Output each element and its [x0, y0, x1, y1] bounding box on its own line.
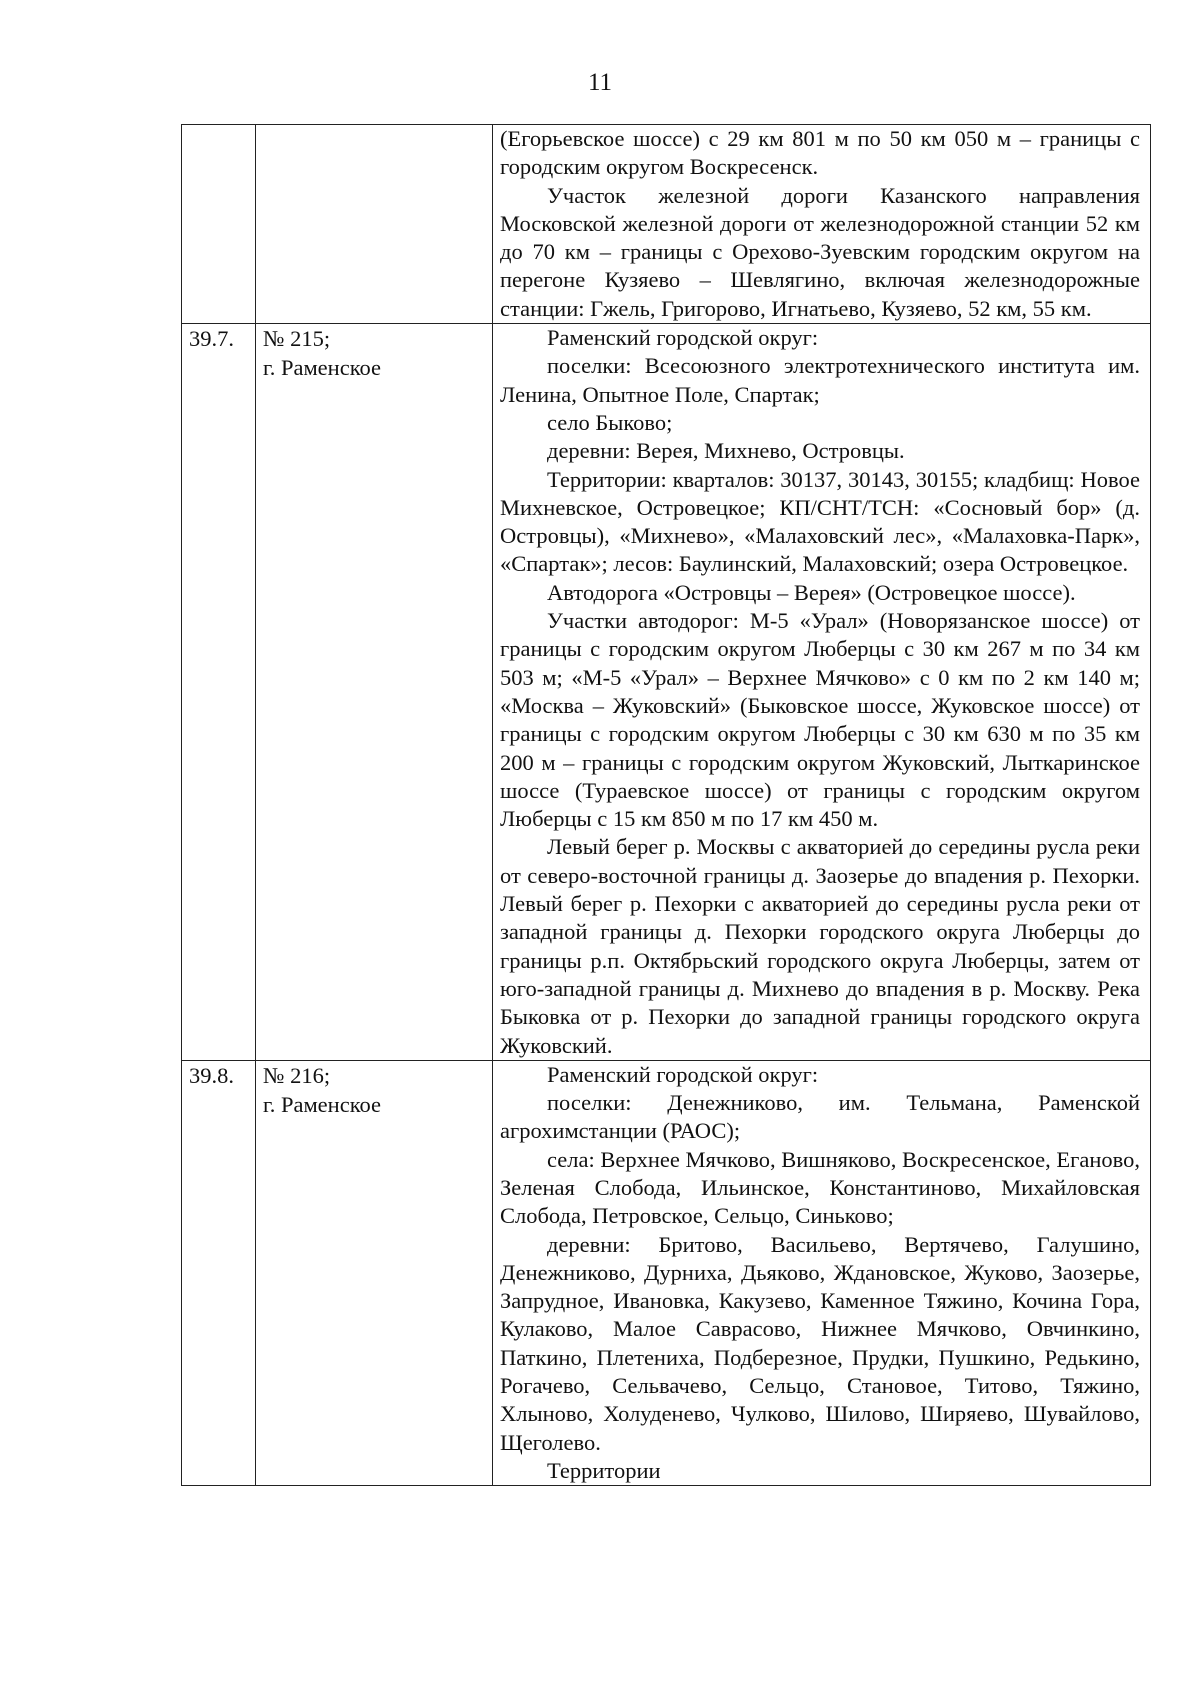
description-paragraph: Участок железной дороги Казанского направления Московской железной дороги от железнодорожной станции 52 км до 70 км – границы с Орехово-Зуевским городским округом на перегоне Кузяево – Шевлягино, включая железнодорожные станции: Гжель, Григорово, Игнатьево, Кузяево, 52 км, 55 км.	[500, 182, 1140, 321]
description-paragraph: Левый берег р. Москвы с акваторией до середины русла реки от северо-восточной границы д. Заозерье до впадения р. Пехорки. Левый берег р. Пехорки с акваторией до середины русла реки от западной границы д. Пехорки городского округа Люберцы до границы р.п. Октябрьский городского округа Люберцы, затем от юго-западной границы д. Михнево до впадения в р. Москву. Река Быковка от р. Пехорки до западной границы городского округа Жуковский.	[500, 834, 1140, 1058]
description-paragraph: деревни: Верея, Михнево, Островцы.	[547, 438, 905, 464]
description-paragraph: Участки автодорог: М-5 «Урал» (Новорязанское шоссе) от границы с городским округом Люберцы с 30 км 267 м по 34 км 503 м; «М-5 «Урал» – Верхнее Мячково» с 0 км по 2 км 140 м; «Москва – Жуковский» (Быковское шоссе, Жуковское шоссе) от границы с городским округом Люберцы с 30 км 630 м по 35 км 200 м – границы с городским округом Жуковский, Лыткаринское шоссе (Тураевское шоссе) от границы с городским округом Люберцы с 15 км 850 м по 17 км 450 м.	[500, 608, 1140, 832]
page-number: 11	[587, 69, 613, 96]
description-paragraph: села: Верхнее Мячково, Вишняково, Воскресенское, Еганово, Зеленая Слобода, Ильинское, Константиново, Михайловская Слобода, Петровское, Сельцо, Синьково;	[500, 1146, 1140, 1229]
description-paragraph: Автодорога «Островцы – Верея» (Островецкое шоссе).	[547, 579, 1076, 605]
description-paragraph: Раменский городской округ:	[547, 1061, 819, 1087]
description-cell	[493, 1060, 1151, 1485]
polling-site-cell	[256, 125, 493, 324]
district-table	[181, 124, 1151, 1486]
row-number-cell	[182, 1060, 256, 1485]
row-number-cell	[182, 324, 256, 1061]
polling-site-cell	[256, 1060, 493, 1485]
description-paragraph: Территории	[547, 1457, 661, 1483]
description-cell	[493, 324, 1151, 1061]
description-cell	[493, 125, 1151, 324]
description-paragraph: поселки: Денежниково, им. Тельмана, Раменской агрохимстанции (РАОС);	[500, 1090, 1140, 1144]
description-paragraph: Территории: кварталов: 30137, 30143, 30155; кладбищ: Новое Михневское, Островецкое; КП/СНТ/ТСН: «Сосновый бор» (д. Островцы), «Михнево», «Малаховский лес», «Малаховка-Парк», «Спартак»; лесов: Баулинский, Малаховский; озера Островецкое.	[500, 466, 1140, 577]
description-paragraph: (Егорьевское шоссе) с 29 км 801 м по 50 км 050 м – границы с городским округом Воскресенск.	[500, 126, 1140, 180]
description-paragraph: село Быково;	[547, 409, 673, 435]
row-number: 39.8.	[189, 1062, 234, 1088]
row-number	[189, 125, 245, 126]
site-number: № 216;	[263, 1062, 331, 1088]
description-paragraph: Раменский городской округ:	[547, 325, 819, 351]
row-number: 39.7.	[189, 326, 234, 352]
row-number-cell	[182, 125, 256, 324]
table-row	[182, 125, 1151, 324]
table-row	[182, 324, 1151, 1061]
description-paragraph: поселки: Всесоюзного электротехнического института им. Ленина, Опытное Поле, Спартак;	[500, 353, 1140, 407]
site-number: № 215;	[263, 326, 331, 352]
site-city	[263, 126, 482, 127]
site-city: г. Раменское	[263, 355, 381, 381]
polling-site-cell	[256, 324, 493, 1061]
table-row	[182, 1060, 1151, 1485]
site-city: г. Раменское	[263, 1092, 381, 1118]
description-paragraph: деревни: Бритово, Васильево, Вертячево, Галушино, Денежниково, Дурниха, Дьяково, Ждановское, Жуково, Заозерье, Запрудное, Ивановка, Какузево, Каменное Тяжино, Кочина Гора, Кулаково, Малое Саврасово, Нижнее Мячково, Овчинкино, Паткино, Плетениха, Подберезное, Прудки, Пушкино, Редькино, Рогачево, Сельвачево, Сельцо, Становое, Титово, Тяжино, Хлыново, Холуденево, Чулково, Шилово, Ширяево, Шувайлово, Щеголево.	[500, 1231, 1140, 1455]
